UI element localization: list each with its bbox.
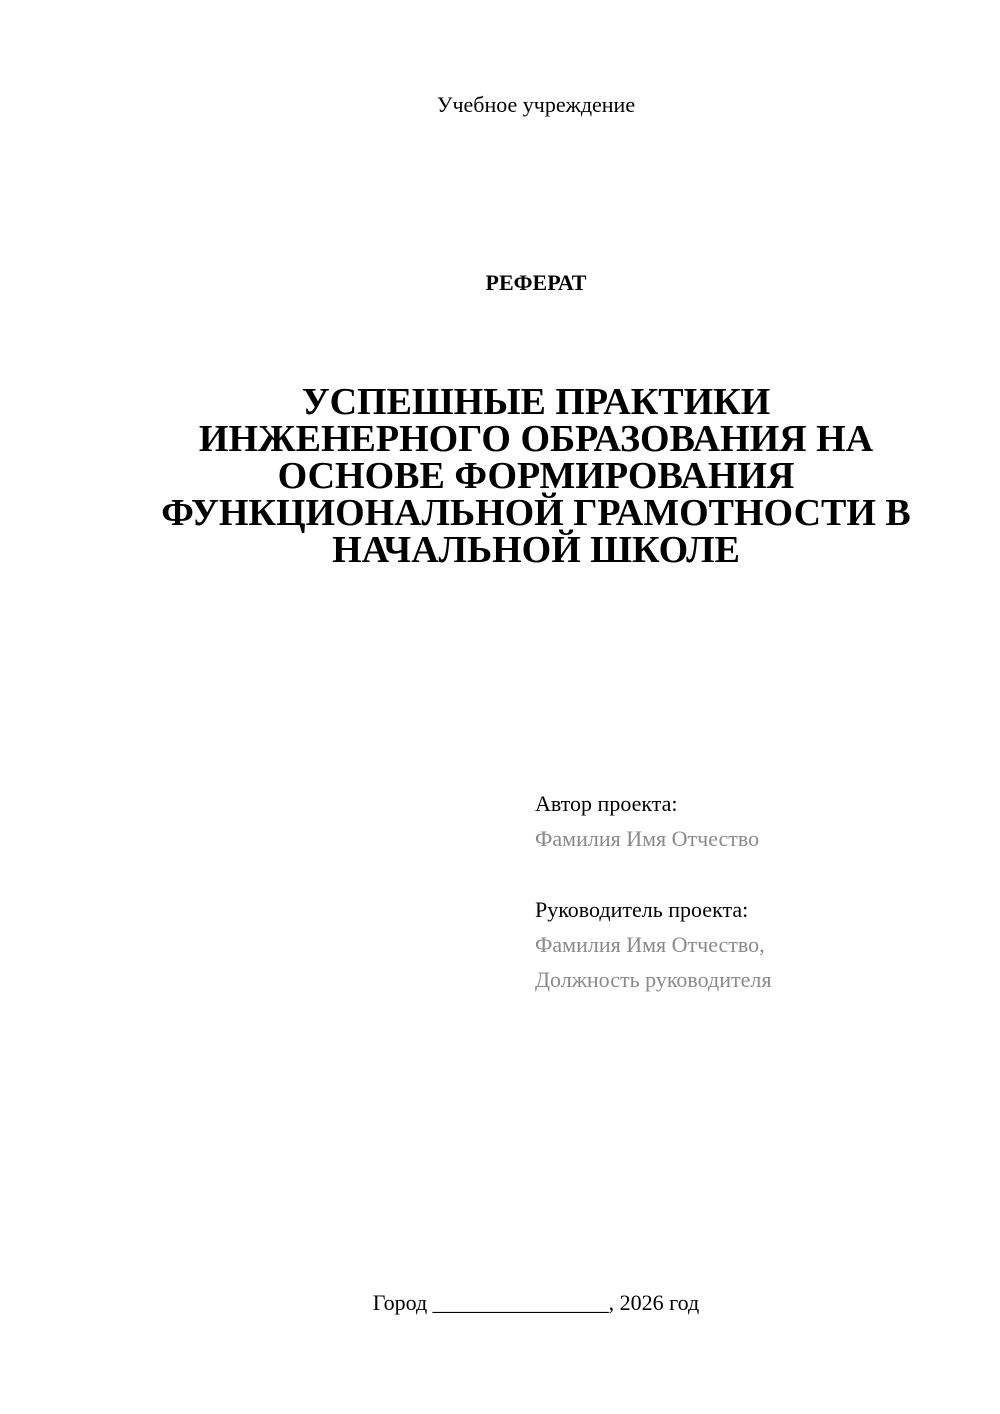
city-blank: ________________ bbox=[432, 1290, 609, 1315]
supervisor-position: Должность руководителя bbox=[535, 967, 772, 992]
title-line: ОСНОВЕ ФОРМИРОВАНИЯ bbox=[277, 455, 795, 497]
year-text: , 2026 год bbox=[608, 1290, 700, 1315]
title-line: УСПЕШНЫЕ ПРАКТИКИ bbox=[301, 381, 771, 423]
document-type: РЕФЕРАТ bbox=[485, 270, 587, 295]
title-line: ИНЖЕНЕРНОГО ОБРАЗОВАНИЯ НА bbox=[198, 418, 874, 460]
document-title bbox=[110, 381, 962, 571]
author-label: Автор проекта: bbox=[535, 791, 678, 816]
supervisor-name: Фамилия Имя Отчество, bbox=[535, 932, 765, 957]
city-label: Город bbox=[372, 1290, 428, 1315]
title-line: ФУНКЦИОНАЛЬНОЙ ГРАМОТНОСТИ В bbox=[161, 492, 911, 534]
spacer bbox=[535, 856, 975, 892]
institution-name: Учебное учреждение bbox=[436, 92, 636, 117]
city-year-line bbox=[0, 1288, 1000, 1318]
supervisor-label: Руководитель проекта: bbox=[535, 897, 749, 922]
author-name: Фамилия Имя Отчество bbox=[535, 826, 760, 851]
title-line: НАЧАЛЬНОЙ ШКОЛЕ bbox=[332, 529, 740, 571]
project-credits bbox=[535, 786, 975, 997]
